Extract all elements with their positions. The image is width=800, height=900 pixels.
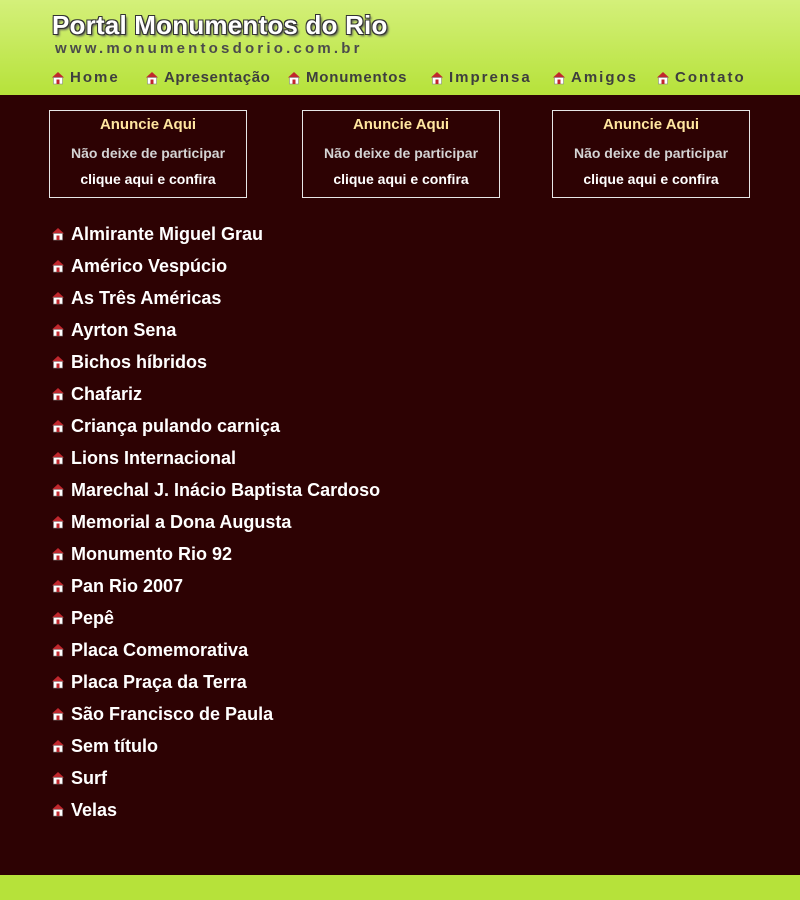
monument-label: Monumento Rio 92: [71, 543, 232, 564]
monument-link[interactable]: [51, 698, 380, 730]
monument-link[interactable]: [51, 506, 380, 538]
monument-link[interactable]: [51, 730, 380, 762]
monument-link[interactable]: [51, 794, 380, 826]
nav-item-label: Apresentação: [164, 69, 271, 86]
monument-label: Criança pulando carniça: [71, 415, 281, 436]
house-icon: [51, 71, 65, 85]
monument-link[interactable]: [51, 314, 380, 346]
nav-item-home[interactable]: [51, 69, 120, 86]
house-icon: [656, 71, 670, 85]
ad-link[interactable]: clique aqui e confira: [333, 171, 469, 187]
nav-item-apresentacao[interactable]: [145, 69, 270, 86]
ad-link[interactable]: clique aqui e confira: [80, 171, 216, 187]
house-icon: [145, 71, 159, 85]
monument-link[interactable]: [51, 378, 380, 410]
nav-item-label: Monumentos: [306, 69, 408, 86]
house-icon: [430, 71, 444, 85]
nav-item-label: Contato: [675, 69, 746, 86]
house-icon: [51, 579, 65, 593]
house-icon: [51, 771, 65, 785]
monument-label: Marechal J. Inácio Baptista Cardoso: [71, 479, 381, 500]
monument-link[interactable]: [51, 762, 380, 794]
monument-link[interactable]: [51, 538, 380, 570]
monument-label: Almirante Miguel Grau: [71, 223, 264, 244]
house-icon: [51, 355, 65, 369]
nav-item-contato[interactable]: [656, 69, 746, 86]
house-icon: [51, 419, 65, 433]
house-icon: [51, 547, 65, 561]
nav-item-imprensa[interactable]: [430, 69, 532, 86]
house-icon: [51, 483, 65, 497]
house-icon: [287, 71, 301, 85]
monument-link[interactable]: [51, 634, 380, 666]
monument-link[interactable]: [51, 666, 380, 698]
site-header: [0, 0, 800, 95]
monument-link[interactable]: [51, 602, 380, 634]
house-icon: [51, 675, 65, 689]
monument-link[interactable]: [51, 410, 380, 442]
ad-title: Anuncie Aqui: [352, 116, 450, 133]
monument-label: Memorial a Dona Augusta: [71, 511, 292, 532]
monument-link[interactable]: [51, 282, 380, 314]
monument-label: São Francisco de Paula: [71, 703, 274, 724]
monument-label: Placa Comemorativa: [71, 639, 249, 660]
monument-link[interactable]: [51, 250, 380, 282]
ad-title: Anuncie Aqui: [99, 116, 197, 133]
monument-link[interactable]: [51, 442, 380, 474]
house-icon: [552, 71, 566, 85]
house-icon: [51, 515, 65, 529]
main-nav: [0, 69, 800, 89]
house-icon: [51, 451, 65, 465]
monument-link[interactable]: [51, 218, 380, 250]
monument-label: Américo Vespúcio: [71, 255, 228, 276]
monument-label: As Três Américas: [71, 287, 222, 308]
house-icon: [51, 611, 65, 625]
monument-label: Pan Rio 2007: [71, 575, 184, 596]
house-icon: [51, 643, 65, 657]
monument-link[interactable]: [51, 346, 380, 378]
ad-box[interactable]: [552, 110, 750, 198]
nav-item-amigos[interactable]: [552, 69, 638, 86]
site-url[interactable]: www.monumentosdorio.com.br: [55, 40, 363, 57]
nav-item-monumentos[interactable]: [287, 69, 407, 86]
monument-link[interactable]: [51, 474, 380, 506]
ad-box[interactable]: [302, 110, 500, 198]
monument-label: Placa Praça da Terra: [71, 671, 247, 692]
ad-title: Anuncie Aqui: [602, 116, 700, 133]
house-icon: [51, 227, 65, 241]
house-icon: [51, 291, 65, 305]
monument-label: Ayrton Sena: [71, 319, 177, 340]
house-icon: [51, 739, 65, 753]
house-icon: [51, 803, 65, 817]
ad-box[interactable]: [49, 110, 247, 198]
site-footer: [0, 875, 800, 900]
monument-label: Pepê: [71, 607, 115, 628]
house-icon: [51, 707, 65, 721]
ad-text: Não deixe de participar: [573, 145, 729, 161]
nav-item-label: Home: [70, 69, 120, 86]
monument-link[interactable]: [51, 570, 380, 602]
ad-link[interactable]: clique aqui e confira: [583, 171, 719, 187]
house-icon: [51, 323, 65, 337]
nav-item-label: Amigos: [571, 69, 639, 86]
monument-label: Sem título: [71, 735, 159, 756]
monument-list: [51, 218, 380, 826]
monument-label: Velas: [71, 799, 118, 820]
monument-label: Bichos híbridos: [71, 351, 208, 372]
house-icon: [51, 259, 65, 273]
house-icon: [51, 387, 65, 401]
ad-text: Não deixe de participar: [323, 145, 479, 161]
ad-text: Não deixe de participar: [70, 145, 226, 161]
monument-label: Surf: [71, 767, 107, 788]
monument-label: Lions Internacional: [71, 447, 237, 468]
monument-label: Chafariz: [71, 383, 143, 404]
nav-item-label: Imprensa: [449, 69, 532, 86]
site-title[interactable]: Portal Monumentos do Rio: [52, 10, 388, 40]
